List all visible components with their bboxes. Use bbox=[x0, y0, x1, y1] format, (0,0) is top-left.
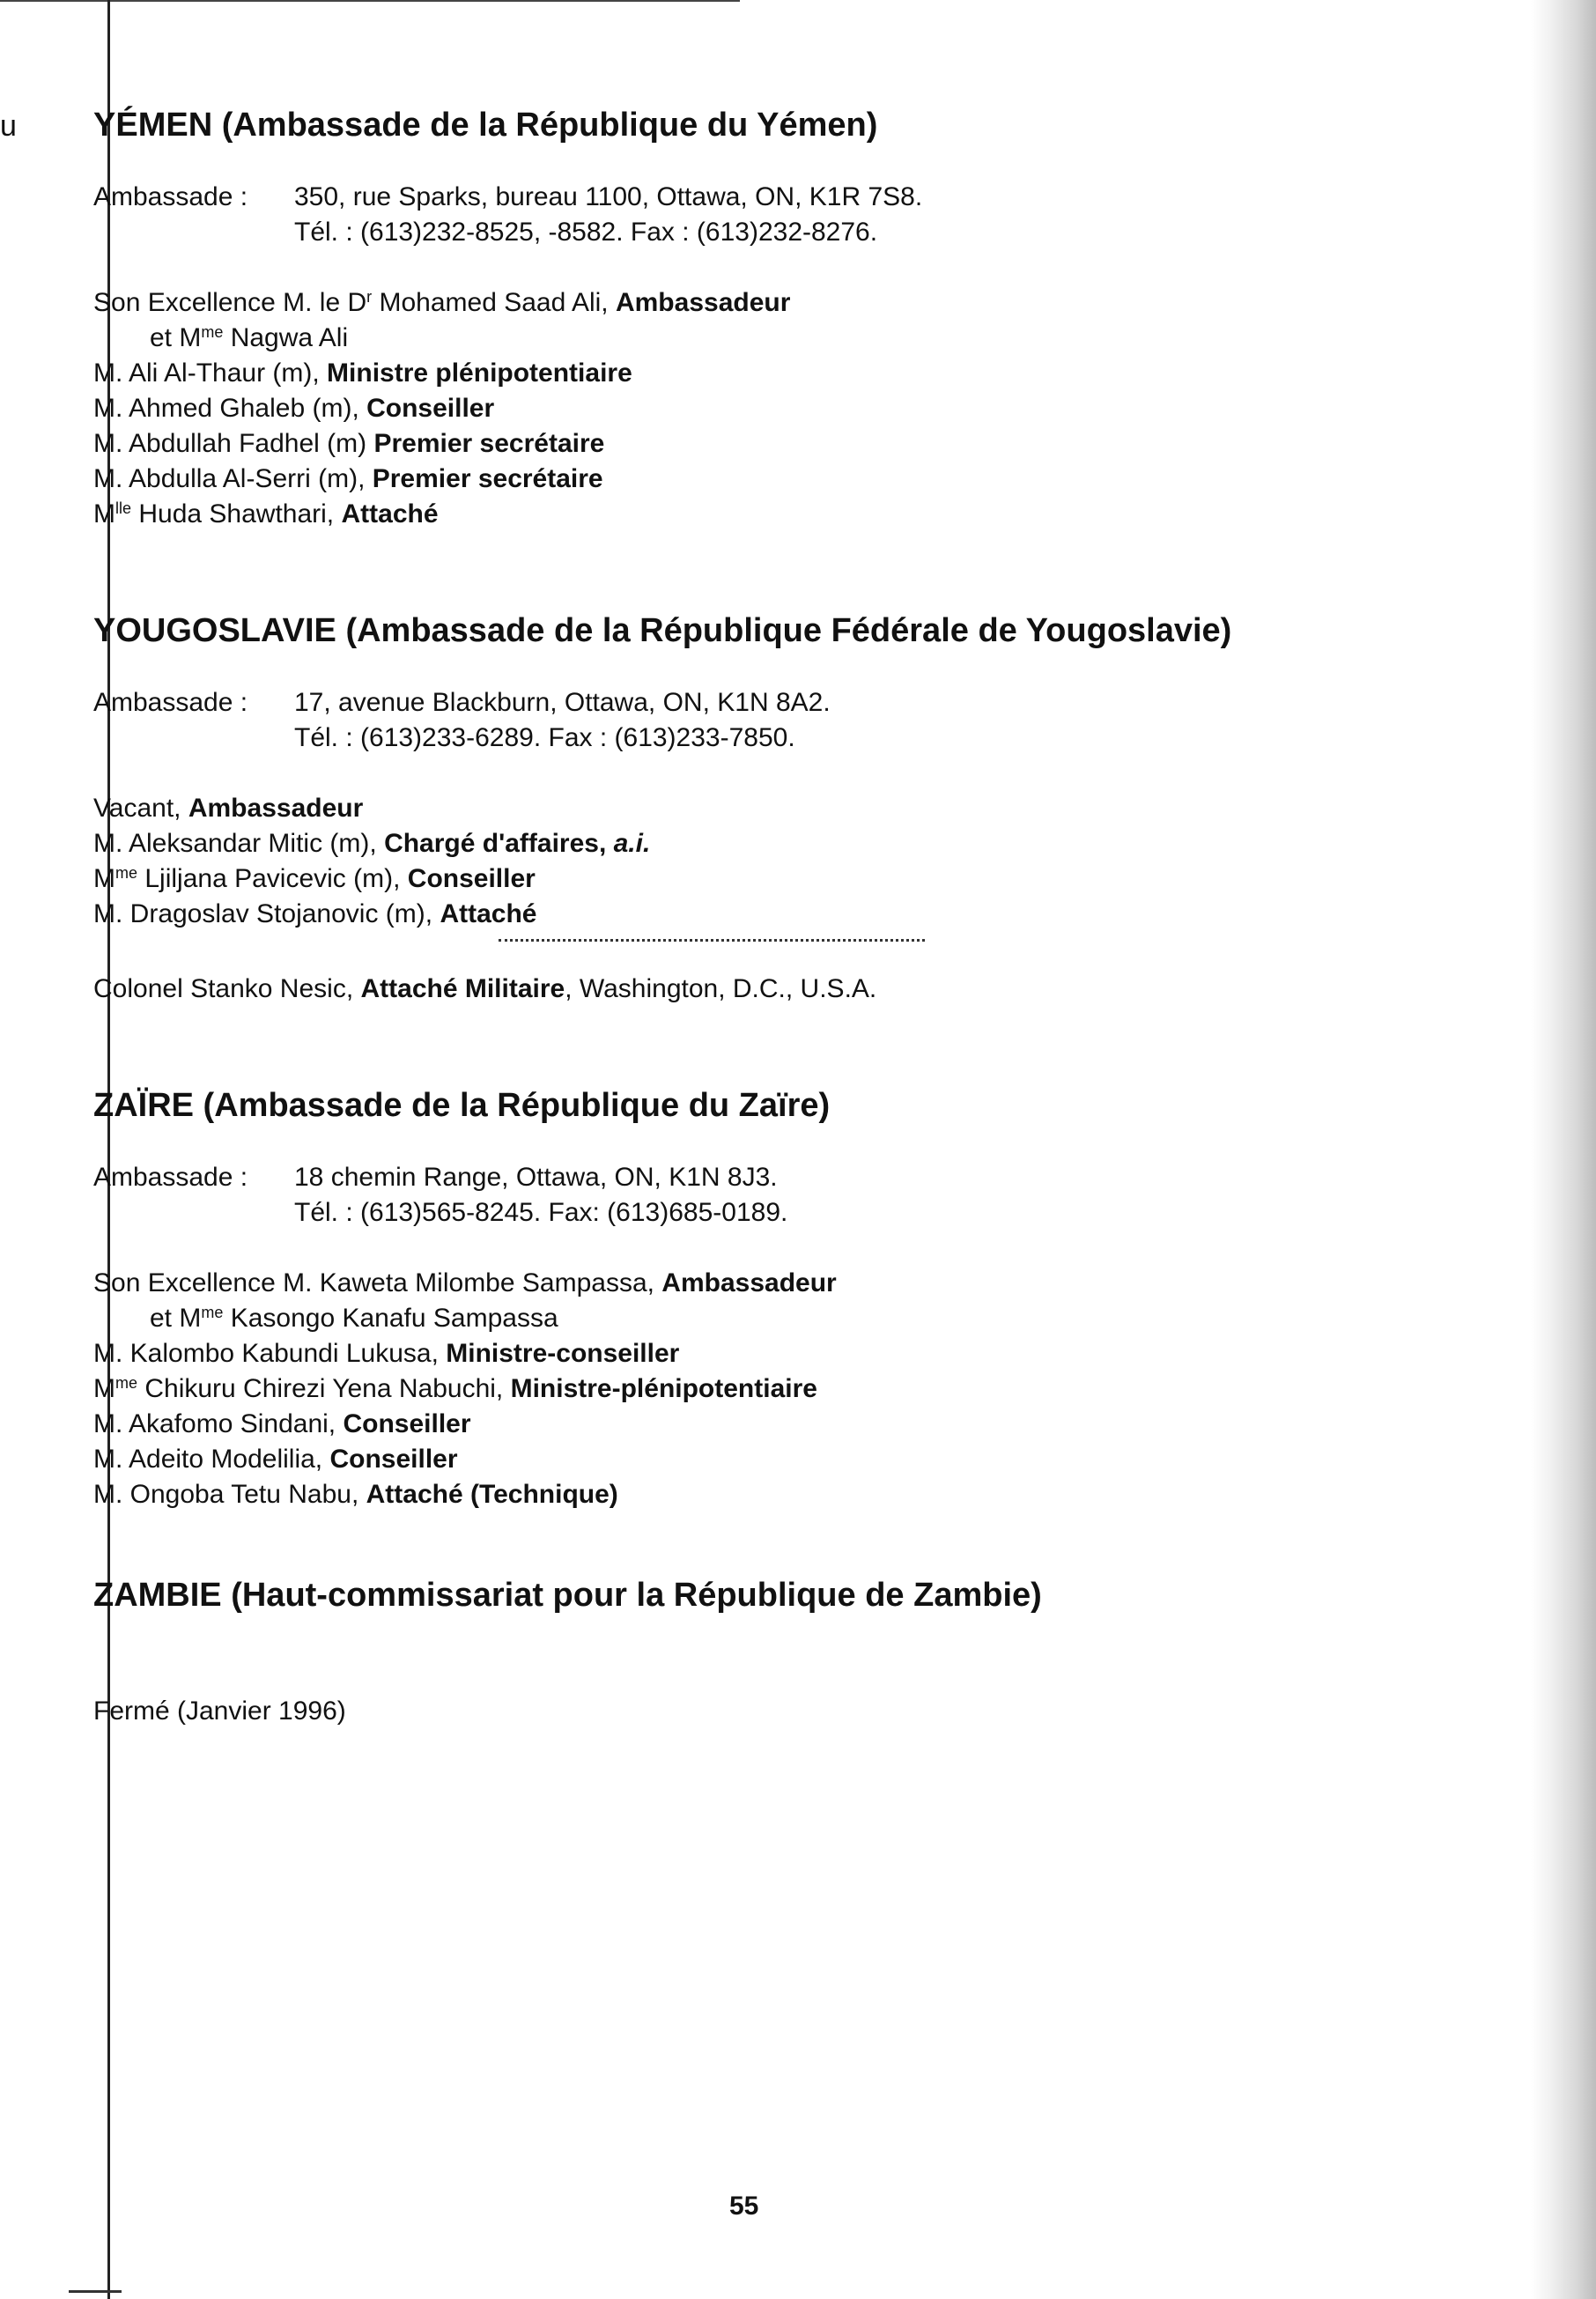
title-superscript: me bbox=[201, 323, 224, 341]
staff-entry bbox=[93, 1266, 1503, 1301]
phone-fax-line: Tél. : (613)233-6289. Fax : (613)233-7850. bbox=[294, 723, 795, 752]
staff-entry bbox=[93, 1301, 1503, 1336]
staff-role: Ambassadeur bbox=[661, 1268, 837, 1297]
address-line: 18 chemin Range, Ottawa, ON, K1N 8J3. bbox=[294, 1163, 778, 1192]
staff-name: Ljiljana Pavicevic (m), bbox=[137, 864, 408, 893]
staff-role: Attaché (Technique) bbox=[366, 1480, 618, 1509]
title-superscript: lle bbox=[115, 499, 132, 517]
staff-entry bbox=[93, 462, 1503, 497]
staff-entry bbox=[93, 791, 1503, 826]
address-line: 17, avenue Blackburn, Ottawa, ON, K1N 8A2. bbox=[294, 688, 831, 717]
staff-name: M. Ongoba Tetu Nabu, bbox=[93, 1480, 366, 1509]
section-title: ZAÏRE (Ambassade de la République du Zaïre) bbox=[93, 1087, 831, 1124]
section-yougoslavie bbox=[93, 610, 1503, 1007]
document-content bbox=[93, 104, 1503, 1729]
staff-list bbox=[93, 285, 1503, 532]
address-lines bbox=[294, 1160, 787, 1231]
section-title: ZAMBIE (Haut-commissariat pour la République de Zambie) bbox=[93, 1577, 1042, 1614]
address-lines bbox=[294, 685, 831, 756]
closed-note: Fermé (Janvier 1996) bbox=[93, 1697, 346, 1726]
staff-role: Conseiller bbox=[407, 864, 536, 893]
staff-name: M. Akafomo Sindani, bbox=[93, 1409, 344, 1438]
staff-name: Son Excellence M. le D bbox=[93, 288, 367, 317]
staff-entry bbox=[93, 1336, 1503, 1371]
address-lines bbox=[294, 180, 922, 250]
staff-name: Huda Shawthari, bbox=[131, 499, 342, 529]
title-superscript: me bbox=[201, 1304, 224, 1321]
staff-role: Ambassadeur bbox=[188, 794, 364, 823]
staff-list bbox=[93, 791, 1503, 932]
staff-name: M. Aleksandar Mitic (m), bbox=[93, 829, 385, 858]
staff-name: Nagwa Ali bbox=[223, 323, 349, 352]
embassy-address bbox=[93, 685, 1503, 756]
staff-entry bbox=[93, 285, 1503, 321]
embassy-address bbox=[93, 1160, 1503, 1231]
section-yemen bbox=[93, 104, 1503, 532]
staff-entry bbox=[93, 497, 1503, 532]
staff-name: M. Kalombo Kabundi Lukusa, bbox=[93, 1339, 447, 1368]
scan-bottom-corner bbox=[69, 2290, 122, 2293]
title-superscript: me bbox=[115, 1374, 138, 1392]
section-title: YOUGOSLAVIE (Ambassade de la République Fédérale de Yougoslavie) bbox=[93, 612, 1232, 649]
staff-role: Attaché Militaire bbox=[360, 974, 565, 1003]
staff-role: Attaché bbox=[440, 899, 537, 928]
title-superscript: me bbox=[115, 864, 138, 882]
staff-name: M. Ali Al-Thaur (m), bbox=[93, 359, 328, 388]
staff-name: M. Abdulla Al-Serri (m), bbox=[93, 464, 373, 493]
staff-entry bbox=[93, 826, 1503, 861]
staff-role: Conseiller bbox=[329, 1445, 458, 1474]
staff-name: M. Ahmed Ghaleb (m), bbox=[93, 394, 367, 423]
staff-name: Son Excellence M. Kaweta Milombe Sampassa, bbox=[93, 1268, 662, 1297]
staff-entry bbox=[93, 321, 1503, 356]
staff-name: Chikuru Chirezi Yena Nabuchi, bbox=[137, 1374, 511, 1403]
staff-name: M. Adeito Modelilia, bbox=[93, 1445, 330, 1474]
section-zaire bbox=[93, 1084, 1503, 1512]
address-label: Ambassade : bbox=[93, 182, 248, 211]
staff-role-qualifier: a.i. bbox=[613, 829, 651, 858]
staff-name: et M bbox=[150, 1304, 202, 1333]
staff-role: Ministre-conseiller bbox=[446, 1339, 680, 1368]
staff-entry bbox=[93, 1477, 1503, 1512]
staff-name: M. Abdullah Fadhel (m) bbox=[93, 429, 374, 458]
staff-name: M. Dragoslav Stojanovic (m), bbox=[93, 899, 440, 928]
staff-entry bbox=[93, 897, 1503, 932]
staff-role: Conseiller bbox=[343, 1409, 471, 1438]
staff-role: Chargé d'affaires, bbox=[384, 829, 614, 858]
phone-fax-line: Tél. : (613)232-8525, -8582. Fax : (613)232-8276. bbox=[294, 218, 878, 247]
staff-name: Mohamed Saad Ali, bbox=[372, 288, 616, 317]
staff-role: Premier secrétaire bbox=[373, 429, 605, 458]
margin-text-fragment: u bbox=[0, 109, 17, 143]
staff-entry bbox=[93, 1371, 1503, 1407]
staff-name: Kasongo Kanafu Sampassa bbox=[223, 1304, 558, 1333]
staff-entry bbox=[93, 861, 1503, 897]
scan-top-line bbox=[0, 0, 740, 2]
staff-name: Colonel Stanko Nesic, bbox=[93, 974, 361, 1003]
page-number: 55 bbox=[729, 2192, 759, 2221]
staff-role: Ambassadeur bbox=[615, 288, 791, 317]
staff-entry bbox=[93, 426, 1503, 462]
title-superscript: r bbox=[366, 288, 373, 306]
staff-name: M bbox=[93, 499, 115, 529]
staff-name: M bbox=[93, 864, 115, 893]
address-label: Ambassade : bbox=[93, 688, 248, 717]
section-zambie bbox=[93, 1574, 1503, 1729]
scan-page-edge-shadow bbox=[1531, 0, 1596, 2299]
staff-entry bbox=[93, 1407, 1503, 1442]
staff-name: Vacant, bbox=[93, 794, 188, 823]
section-title: YÉMEN (Ambassade de la République du Yémen) bbox=[93, 107, 878, 144]
military-attache-line bbox=[93, 972, 1503, 1007]
staff-role: Ministre-plénipotentiaire bbox=[510, 1374, 817, 1403]
staff-role: Ministre plénipotentiaire bbox=[327, 359, 632, 388]
staff-name: M bbox=[93, 1374, 115, 1403]
staff-entry bbox=[93, 356, 1503, 391]
staff-entry bbox=[93, 1442, 1503, 1477]
phone-fax-line: Tél. : (613)565-8245. Fax: (613)685-0189. bbox=[294, 1198, 788, 1227]
dotted-separator bbox=[499, 939, 925, 942]
staff-entry bbox=[93, 391, 1503, 426]
address-line: 350, rue Sparks, bureau 1100, Ottawa, ON, K1R 7S8. bbox=[294, 182, 923, 211]
staff-name: et M bbox=[150, 323, 202, 352]
staff-role: Conseiller bbox=[366, 394, 495, 423]
staff-list bbox=[93, 1266, 1503, 1512]
staff-role: Attaché bbox=[341, 499, 439, 529]
staff-role: Premier secrétaire bbox=[372, 464, 603, 493]
embassy-address bbox=[93, 180, 1503, 250]
staff-location: , Washington, D.C., U.S.A. bbox=[565, 974, 877, 1003]
address-label: Ambassade : bbox=[93, 1163, 248, 1192]
